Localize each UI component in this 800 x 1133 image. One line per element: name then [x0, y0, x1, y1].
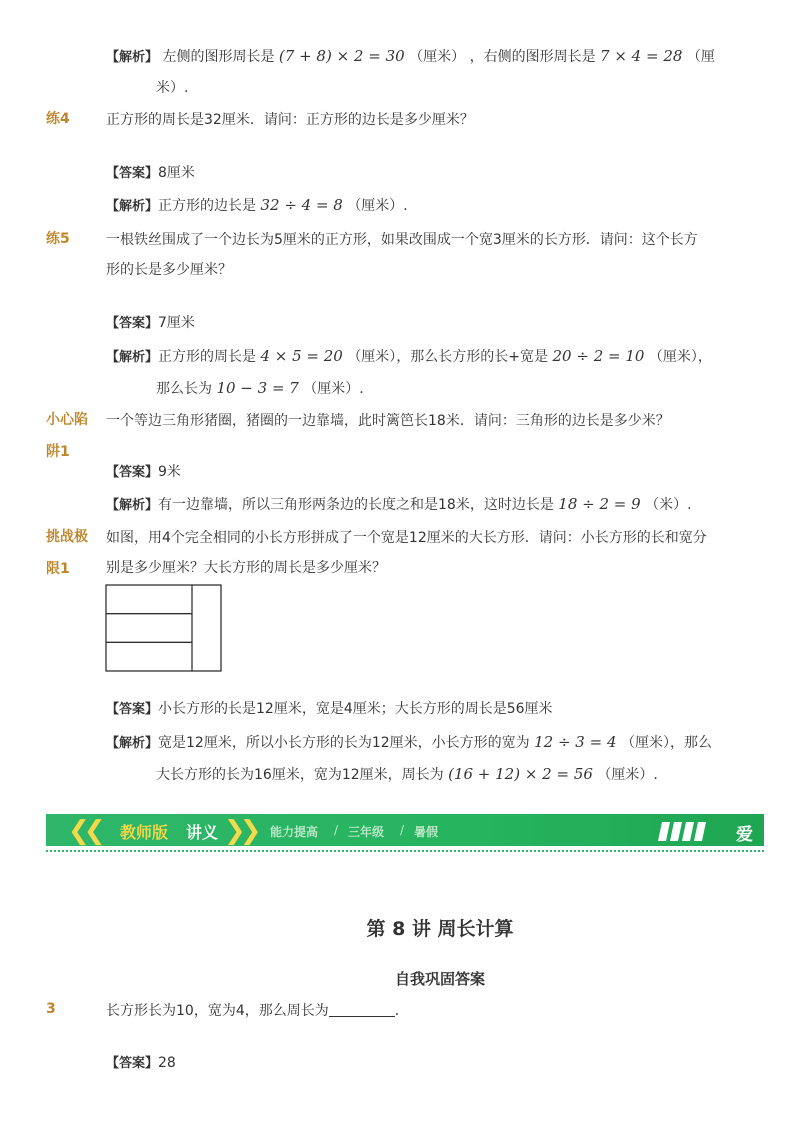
breadcrumb-separator: /	[400, 823, 405, 837]
answer-tag: 【答案】	[106, 316, 159, 331]
answer-tag: 【答案】	[106, 465, 159, 480]
math-expression: 12 ÷ 3 = 4	[534, 733, 617, 751]
unit-open: （	[686, 49, 701, 65]
problem-question: 一个等边三角形猪圈，猪圈的一边靠墙，此时篱笆长18米．请问：三角形的边长是多少米？	[106, 413, 670, 429]
unit: （米）.	[645, 497, 692, 513]
header-title: 教师版	[120, 823, 169, 842]
analysis	[106, 346, 712, 368]
answer-tag: 【答案】	[106, 702, 159, 717]
answer	[106, 699, 553, 720]
problem-question	[106, 1001, 409, 1021]
problem-label-line2: 限1	[46, 561, 70, 577]
text: 左侧的图形周长是	[162, 49, 275, 65]
solution-top	[106, 46, 715, 68]
problem-number: 3	[46, 1001, 56, 1017]
math-expression: 32 ÷ 4 = 8	[260, 196, 343, 214]
problem-question: 一根铁丝围成了一个边长为5厘米的正方形，如果改围成一个宽3厘米的长方形．请问：这个长方	[106, 232, 698, 248]
problem-question-line2: 别是多少厘米？大长方形的周长是多少厘米？	[106, 560, 386, 576]
answer	[106, 313, 195, 334]
math-expression: 10 − 3 = 7	[216, 379, 299, 397]
analysis	[106, 195, 408, 217]
rectangle-figure	[105, 584, 223, 674]
unit: （厘米）	[409, 49, 466, 65]
analysis-tag: 【解析】	[106, 199, 159, 214]
problem-label: 挑战极	[46, 529, 88, 545]
text: 长方形长为10，宽为4，那么周长为	[106, 1003, 329, 1019]
text: 正方形的边长是	[158, 198, 257, 214]
text: 有一边靠墙，所以三角形两条边的长度之和是18米，这时边长是	[158, 497, 554, 513]
answer	[106, 1053, 176, 1074]
solution-top-line2: 米）.	[156, 80, 189, 96]
problem-question: 如图，用4个完全相同的小长方形拼成了一个宽是12厘米的大长方形．请问：小长方形的长和宽分	[106, 530, 707, 546]
problem-label-line2: 阱1	[46, 444, 70, 460]
math-expression: 18 ÷ 2 = 9	[558, 495, 641, 513]
math-expression: (7 + 8) × 2 = 30	[278, 47, 405, 65]
chevron-left-icon: ❮❮	[68, 816, 100, 846]
unit: （厘米）.	[597, 767, 658, 783]
answer-value: 小长方形的长是12厘米，宽是4厘米；大长方形的周长是56厘米	[158, 701, 553, 717]
text: ．	[394, 1003, 409, 1019]
chevron-right-icon: ❯❯	[224, 816, 256, 846]
answer-tag: 【答案】	[106, 1056, 159, 1071]
brand-name: 爱学习	[736, 825, 753, 895]
big-rectangle	[106, 585, 221, 671]
analysis-line2	[156, 378, 364, 399]
text: 正方形的周长是	[158, 349, 257, 365]
problem-question: 正方形的周长是32厘米．请问：正方形的边长是多少厘米？	[106, 112, 474, 128]
lecture-header-band	[46, 814, 764, 895]
math-expression: 4 × 5 = 20	[260, 347, 343, 365]
text: （厘米），	[648, 349, 712, 365]
text: ，右侧的图形周长是	[469, 49, 596, 65]
unit: （厘米）.	[303, 381, 364, 397]
answer	[106, 462, 181, 483]
analysis	[106, 494, 692, 516]
text: （厘米），那么	[620, 735, 712, 751]
unit-char: 厘	[700, 49, 715, 65]
text: 那么长为	[156, 381, 212, 397]
breadcrumb-separator: /	[334, 823, 339, 837]
math-expression: 7 × 4 = 28	[600, 47, 683, 65]
analysis-tag: 【解析】	[106, 498, 159, 513]
problem-label: 练4	[46, 111, 70, 127]
text: 宽是12厘米，所以小长方形的长为12厘米，小长方形的宽为	[158, 735, 530, 751]
answer-tag: 【答案】	[106, 166, 159, 181]
dotted-divider	[46, 850, 764, 852]
breadcrumb-item: 暑假	[414, 825, 439, 839]
analysis-tag: 【解析】	[106, 736, 159, 751]
math-expression: (16 + 12) × 2 = 56	[448, 765, 593, 783]
breadcrumb-item: 能力提高	[270, 825, 319, 839]
answer-value: 7厘米	[158, 315, 195, 331]
answer-value: 9米	[158, 464, 181, 480]
section-title: 自我巩固答案	[394, 970, 485, 988]
problem-question-line2: 形的长是多少厘米？	[106, 262, 232, 278]
problem-label: 小心陷	[46, 412, 88, 428]
answer	[106, 163, 195, 184]
analysis-tag: 【解析】	[106, 350, 159, 365]
lecture-title: 第 8 讲 周长计算	[366, 918, 514, 940]
answer-blank	[329, 1002, 395, 1017]
breadcrumb-item: 三年级	[348, 825, 385, 839]
header-title-suffix: 讲义	[186, 823, 219, 842]
analysis	[106, 732, 712, 754]
math-expression: 20 ÷ 2 = 10	[552, 347, 645, 365]
text: 大长方形的长为16厘米，宽为12厘米，周长为	[156, 767, 444, 783]
answer-value: 8厘米	[158, 165, 195, 181]
brand-logo-icon	[658, 819, 706, 843]
answer-value: 28	[158, 1055, 176, 1071]
problem-label: 练5	[46, 231, 70, 247]
unit: （厘米）.	[347, 198, 408, 214]
analysis-tag: 【解析】	[106, 50, 159, 65]
text: （厘米），那么长方形的长+宽是	[347, 349, 549, 365]
analysis-line2	[156, 764, 658, 785]
